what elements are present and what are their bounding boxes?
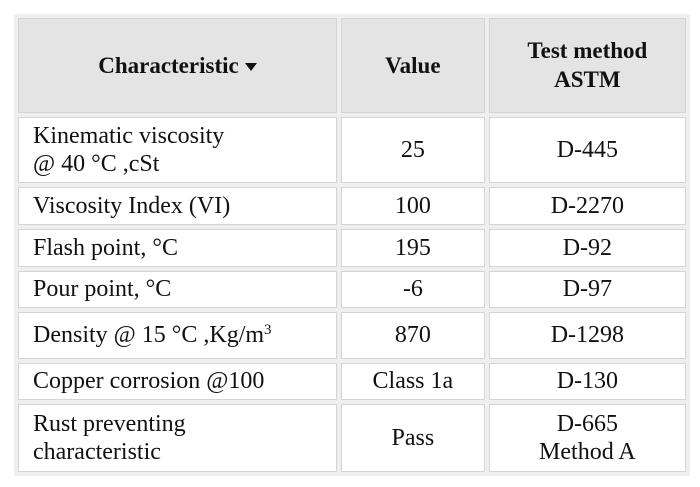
properties-table <box>14 14 690 476</box>
table-row <box>18 187 686 225</box>
cell-method: D-1298 <box>489 312 686 358</box>
header-test-method <box>489 18 686 113</box>
characteristic-line1: Rust preventing <box>33 411 186 438</box>
cell-characteristic <box>18 117 337 184</box>
table-row <box>18 271 686 309</box>
cell-method: D-130 <box>489 363 686 401</box>
cell-value: Class 1a <box>341 363 485 401</box>
cell-characteristic: Pour point, °C <box>18 271 337 309</box>
cell-characteristic <box>18 312 337 358</box>
sort-down-icon[interactable] <box>245 62 257 72</box>
cell-method: D-97 <box>489 271 686 309</box>
characteristic-line2: @ 40 °C ,cSt <box>33 151 160 177</box>
header-characteristic[interactable] <box>18 18 337 113</box>
table-row <box>18 404 686 472</box>
cell-value: 870 <box>341 312 485 358</box>
cell-characteristic: Flash point, °C <box>18 229 337 267</box>
cell-characteristic: Copper corrosion @100 <box>18 363 337 401</box>
header-value-label: Value <box>385 52 441 78</box>
cell-method <box>489 404 686 472</box>
characteristic-superscript: 3 <box>264 322 272 339</box>
header-test-method-line1: Test method <box>527 38 648 64</box>
cell-method: D-92 <box>489 229 686 267</box>
table-header-row <box>18 18 686 113</box>
cell-method: D-445 <box>489 117 686 184</box>
cell-value: 195 <box>341 229 485 267</box>
header-characteristic-label: Characteristic <box>98 52 239 78</box>
cell-method: D-2270 <box>489 187 686 225</box>
cell-value: 100 <box>341 187 485 225</box>
header-value <box>341 18 485 113</box>
cell-value: Pass <box>341 404 485 472</box>
method-line2: Method A <box>539 439 636 466</box>
table-row <box>18 117 686 184</box>
table-row <box>18 363 686 401</box>
cell-value: 25 <box>341 117 485 184</box>
table-row <box>18 229 686 267</box>
cell-value: -6 <box>341 271 485 309</box>
cell-characteristic: Viscosity Index (VI) <box>18 187 337 225</box>
cell-characteristic <box>18 404 337 472</box>
method-line1: D-665 <box>556 411 619 438</box>
characteristic-line2: characteristic <box>33 439 161 466</box>
table-row <box>18 312 686 358</box>
characteristic-line1: Kinematic viscosity <box>33 123 225 149</box>
characteristic-line1: Density @ 15 °C ,Kg/m <box>33 322 265 349</box>
header-test-method-line2: ASTM <box>554 67 621 93</box>
